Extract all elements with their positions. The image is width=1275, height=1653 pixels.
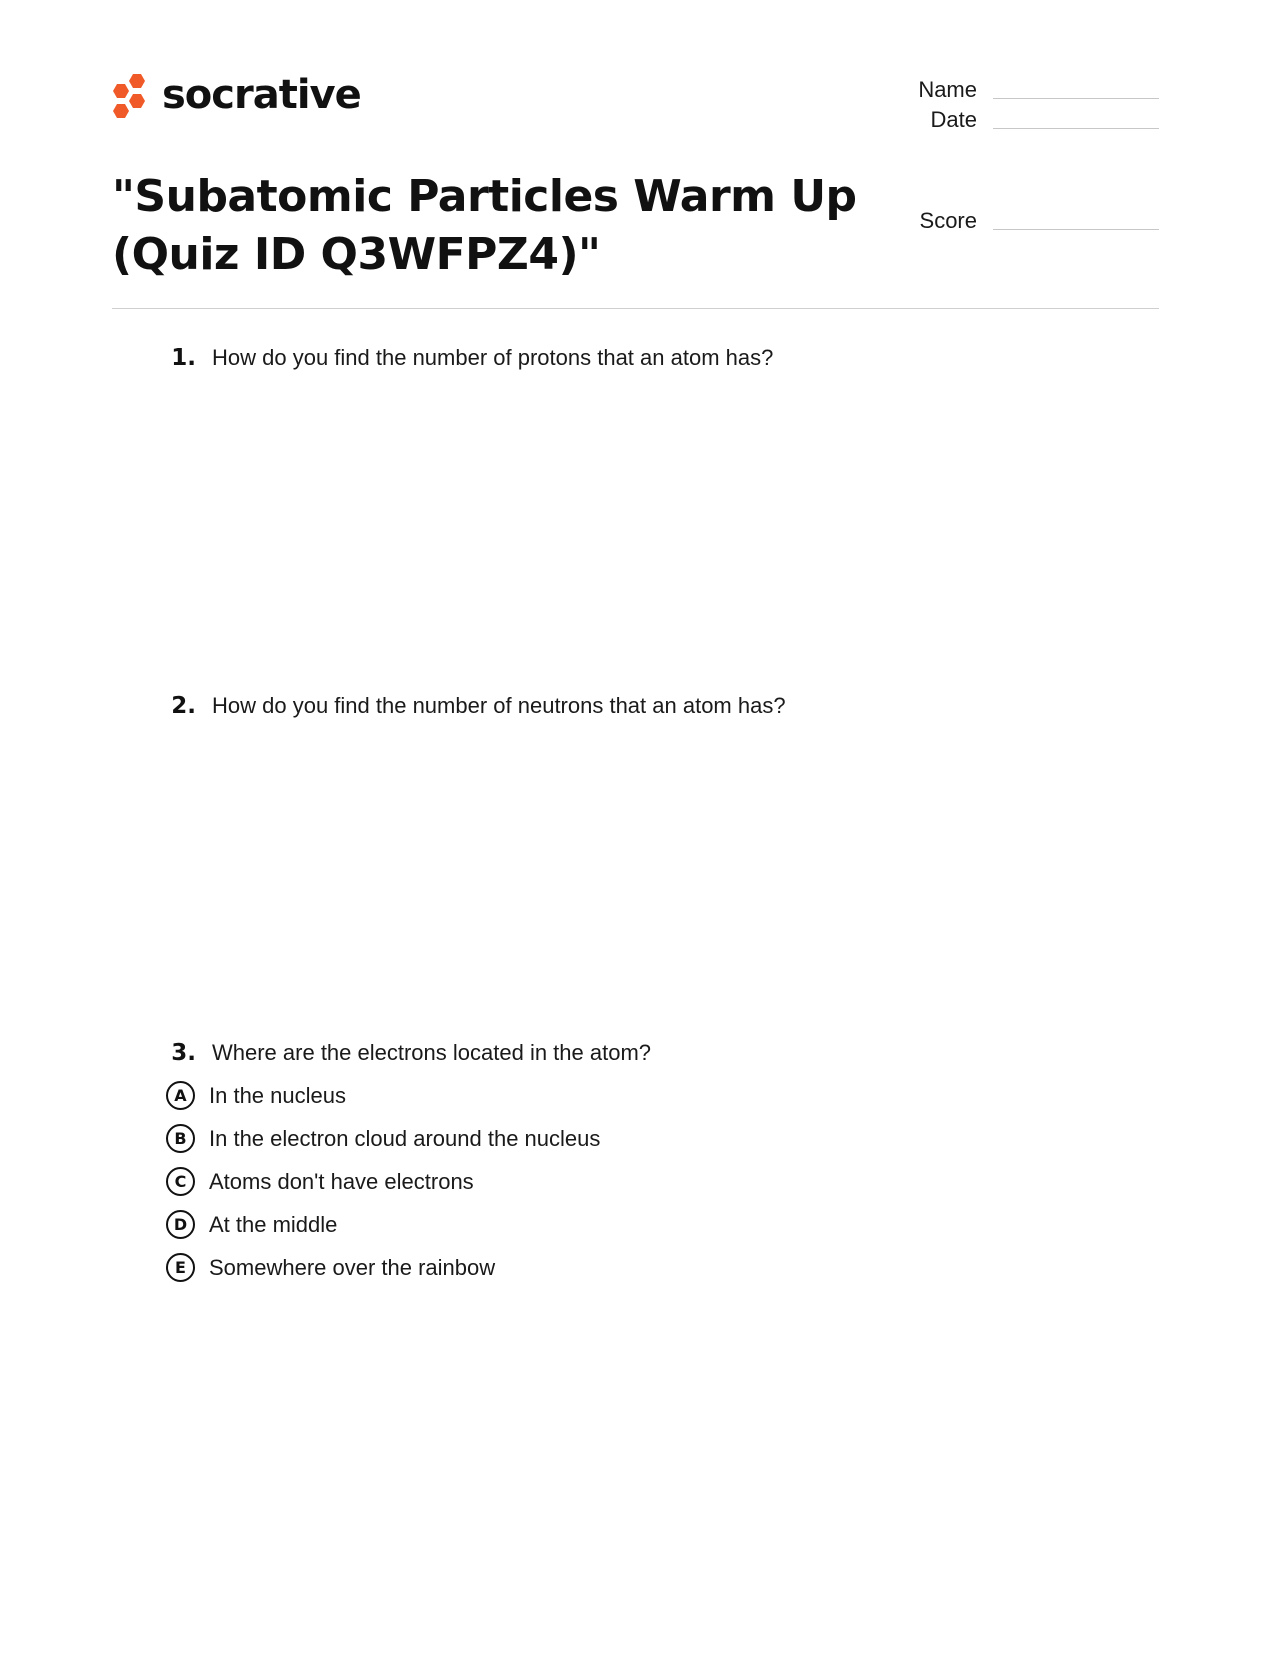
choice-text: Somewhere over the rainbow <box>209 1254 496 1280</box>
header-divider <box>112 308 1159 309</box>
question-2 <box>160 693 786 719</box>
choice-c <box>166 1160 600 1203</box>
name-field <box>817 77 1159 103</box>
question-number: 1. <box>171 345 196 371</box>
choice-letter-badge: B <box>166 1124 195 1153</box>
question-text: Where are the electrons located in the atom? <box>212 1040 652 1065</box>
name-label: Name <box>918 77 977 102</box>
date-label: Date <box>930 107 977 132</box>
quiz-title: "Subatomic Particles Warm Up (Quiz ID Q3WFPZ4)" <box>112 171 857 280</box>
choice-d <box>166 1203 600 1246</box>
date-field <box>817 107 1159 133</box>
choice-a <box>166 1074 600 1117</box>
question-3 <box>160 1040 651 1066</box>
socrative-logo <box>112 73 361 121</box>
choice-letter-badge: E <box>166 1253 195 1282</box>
choice-e <box>166 1246 600 1289</box>
choice-text: In the electron cloud around the nucleus <box>209 1125 601 1151</box>
question-number: 3. <box>171 1040 196 1066</box>
score-blank-line <box>993 217 1159 230</box>
question-1 <box>160 345 773 371</box>
question-text: How do you find the number of neutrons that an atom has? <box>212 693 786 718</box>
choice-b <box>166 1117 600 1160</box>
score-label: Score <box>919 208 977 233</box>
choice-text: Atoms don't have electrons <box>209 1168 474 1194</box>
choice-letter-badge: C <box>166 1167 195 1196</box>
choice-letter-badge: D <box>166 1210 195 1239</box>
choice-letter-badge: A <box>166 1081 195 1110</box>
hexagon-cluster-icon <box>112 73 150 121</box>
name-blank-line <box>993 86 1159 99</box>
logo-wordmark: socrative <box>162 72 361 118</box>
question-text: How do you find the number of protons that an atom has? <box>212 345 774 370</box>
question-number: 2. <box>171 693 196 719</box>
answer-choices <box>166 1074 600 1289</box>
choice-text: At the middle <box>209 1211 338 1237</box>
choice-text: In the nucleus <box>209 1082 346 1108</box>
date-blank-line <box>993 116 1159 129</box>
